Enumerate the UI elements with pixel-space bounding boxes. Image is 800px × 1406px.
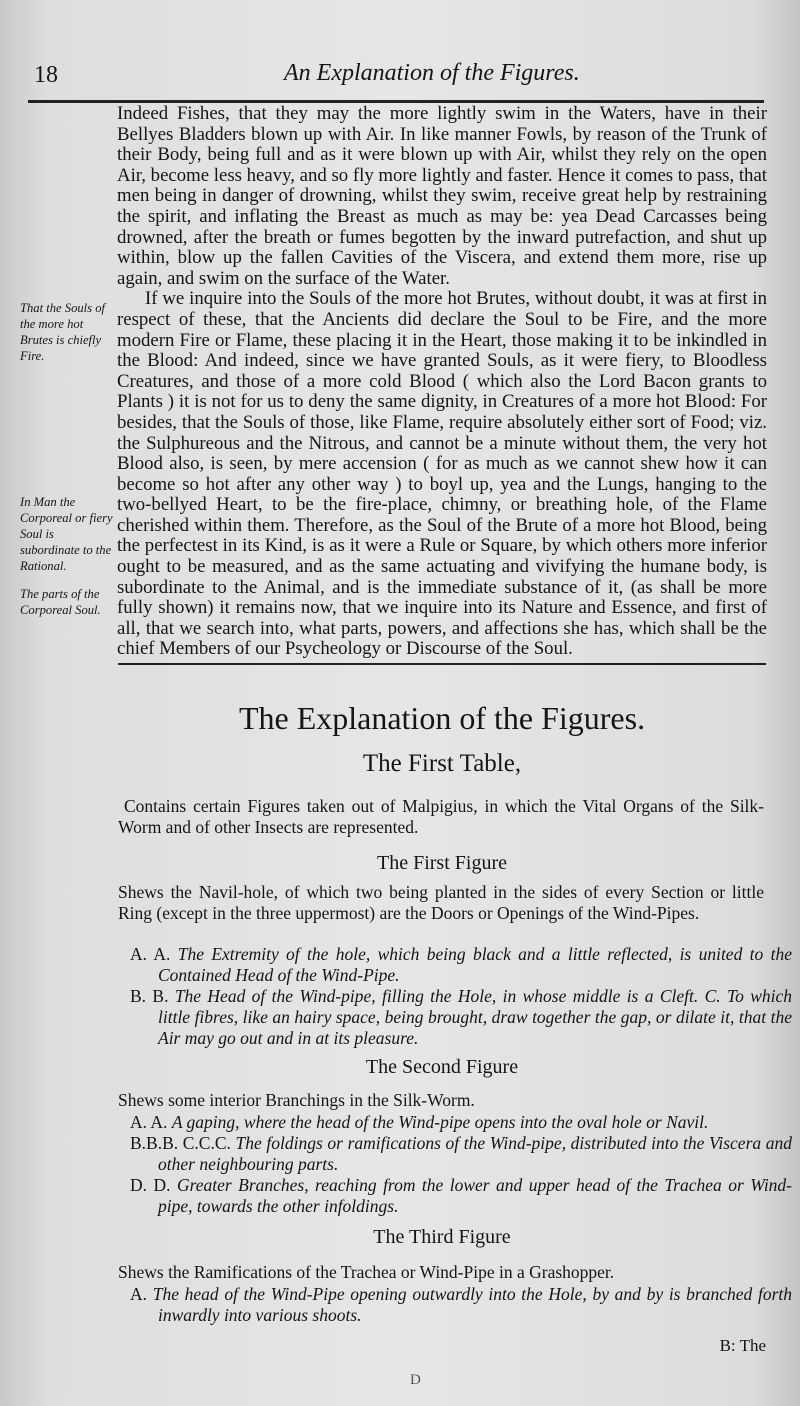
- figure-description: Shews the Ramifications of the Trachea or Wind-Pipe in a Grashopper.: [118, 1262, 615, 1282]
- running-head: [28, 56, 764, 96]
- signature-mark: D: [410, 1372, 421, 1388]
- entry-text: The Head of the Wind-pipe, filling the Hole, in whose middle is a Cleft. C. To which little fibres, like an hairy space, being brought, draw together the gap, or dilate it, that the Air may go out and in at its pleasure.: [158, 986, 792, 1048]
- running-title: An Explanation of the Figures.: [284, 60, 580, 86]
- section-title: The Explanation of the Figures.: [238, 700, 646, 736]
- page-number: 18: [34, 62, 58, 88]
- entry-label: D. D.: [130, 1175, 171, 1195]
- entry-label: B. B.: [130, 986, 169, 1006]
- body-paragraph: If we inquire into the Souls of the more hot Brutes, without doubt, it was at first in respect of these, that the Ancients did declare the Soul to be Fire, and the more modern Fire or Flame, these placing it in the Heart, those making it to be inkindled in the Blood: And indeed, since we have granted Souls, as it were fiery, to Bloodless Creatures, and those of a more cold Blood ( which also the Lord Bacon grants to Plants ) it is not for us to deny the same dignity, in Creatures of a more hot Blood: For besides, that the Souls of those, like Flame, require absolutely either sort of Food; viz. the Sulphureous and the Nitrous, and cannot be a minute without them, the very hot Blood also, is seen, by mere accension ( for as much as we cannot shew how it can become so hot after any other way ) to boyl up, yea and the Lungs, hanging to the two-bellyed Heart, to be the fire-place, chimny, or breathing hole, of the Flame cherished within them. Therefore, as the Soul of the Brute of a more hot Blood, being the perfectest in its Kind, is as it were a Rule or Square, by which others more inferior ought to be measured, and as the same actuating and vivifying the humane body, is subordinate to the Animal, and is the immediate substance of it, (as shall be more fully shown) it remains now, that we inquire into its Nature and Essence, and first of all, that we search into, what parts, powers, and affections she has, which shall be the chief Members of our Psycheology or Discourse of the Soul.: [117, 288, 767, 660]
- margin-note: That the Souls of the more hot Brutes is chiefly Fire.: [20, 301, 106, 363]
- entry-text: The foldings or ramifications of the Wind-pipe, distributed into the Viscera and other neighbouring parts.: [158, 1133, 792, 1174]
- entry-label: A. A.: [130, 1112, 168, 1132]
- figure-entry: [130, 1284, 792, 1326]
- body-paragraph: Indeed Fishes, that they may the more lightly swim in the Waters, have in their Bellyes Bladders blown up with Air. In like manner Fowls, by reason of the Trunk of their Body, being full and as it were blown up with Air, whilst they rely on the open Air, become less heavy, and so fly more lightly and faster. Hence it comes to pass, that men being in danger of drowning, whilst they swim, receive great help by restraining the spirit, and inflating the Breast as much as may be: yea Dead Carcasses being drowned, after the breath or fumes begotten by the inward putrefaction, and shut up within, blow up the fallen Cavities of the Viscera, and extend them more, rise up again, and swim on the surface of the Water.: [117, 103, 767, 289]
- margin-note: The parts of the Corporeal Soul.: [20, 587, 101, 617]
- figure-title: The Second Figure: [365, 1056, 519, 1078]
- figure-description: Shews the Navil-hole, of which two being planted in the sides of every Section or little Ring (except in the three uppermost) are the Doors or Openings of the Wind-Pipes.: [118, 882, 764, 923]
- catchword: B: The: [719, 1336, 766, 1355]
- figure-description: Shews some interior Branchings in the Silk-Worm.: [118, 1090, 475, 1110]
- figure-title: The First Figure: [377, 852, 507, 874]
- entry-text: Greater Branches, reaching from the lower and upper head of the Trachea or Wind-pipe, towards the other infoldings.: [158, 1175, 793, 1216]
- entry-label: B.B.B. C.C.C.: [130, 1133, 231, 1153]
- figure-entry: [130, 1133, 792, 1175]
- figure-title: The Third Figure: [373, 1226, 511, 1248]
- entry-label: A. A.: [130, 944, 171, 964]
- entry-label: A.: [130, 1284, 148, 1304]
- table-title: The First Table,: [362, 750, 522, 777]
- figure-entry: [130, 986, 792, 1049]
- figure-entry: [130, 1112, 792, 1133]
- entry-text: A gaping, where the head of the Wind-pipe opens into the oval hole or Navil.: [171, 1112, 709, 1132]
- entry-text: The head of the Wind-Pipe opening outwardly into the Hole, by and by is branched forth inwardly into various shoots.: [152, 1284, 793, 1325]
- figure-entry: [130, 1175, 792, 1217]
- figure-entry: [130, 944, 792, 986]
- section-rule: [118, 663, 766, 665]
- table-description: Contains certain Figures taken out of Malpigius, in which the Vital Organs of the Silk-Worm and of other Insects are represented.: [118, 796, 764, 837]
- body-text: [117, 104, 767, 660]
- entry-text: The Extremity of the hole, which being black and a little reflected, is united to the Contained Head of the Wind-Pipe.: [158, 944, 793, 985]
- margin-note: In Man the Corporeal or fiery Soul is subordinate to the Rational.: [20, 495, 113, 573]
